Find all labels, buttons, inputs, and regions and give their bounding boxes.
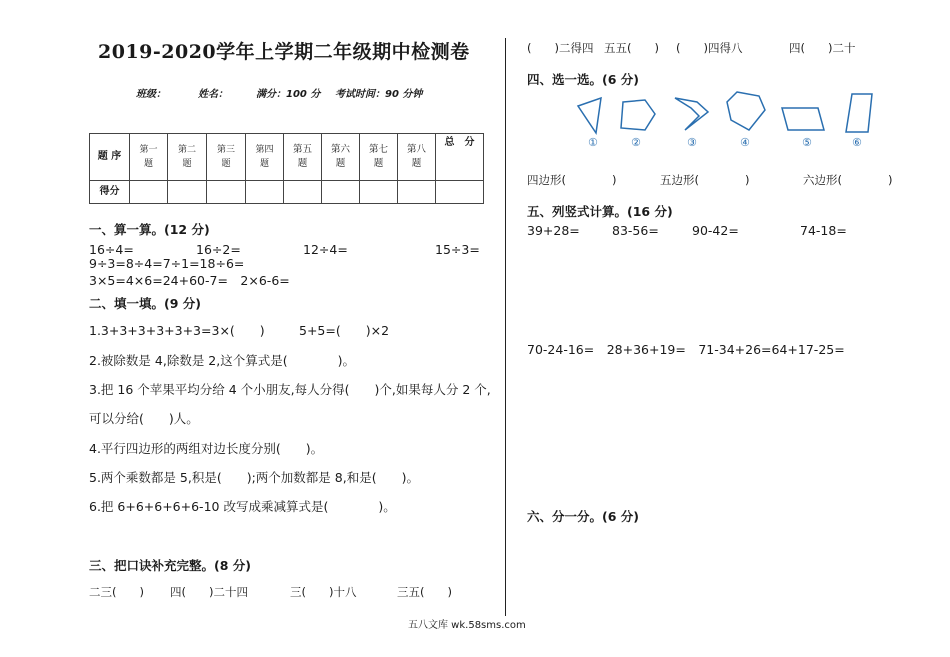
- mnemonic-item: 四( )二十四: [170, 585, 248, 599]
- shape-label: ②: [631, 136, 641, 149]
- fill-question: 2.被除数是 4,除数是 2,这个算式是( )。: [89, 353, 355, 368]
- shape-4-icon: [725, 90, 767, 134]
- section4-heading: 四、选一选。(6 分): [527, 72, 639, 87]
- vertical-calc-row: 70-24-16= 28+36+19= 71-34+26=64+17-25=: [527, 342, 845, 357]
- section3-heading: 三、把口诀补充完整。(8 分): [89, 558, 251, 573]
- fill-question: 1.3+3+3+3+3+3=3×( ): [89, 323, 265, 338]
- score-cell[interactable]: [130, 181, 168, 204]
- mnemonic-item: 三( )十八: [290, 585, 357, 599]
- fill-question: 6.把 6+6+6+6+6-10 改写成乘减算式是( )。: [89, 499, 396, 514]
- mnemonic-item: 五五( ): [604, 41, 659, 55]
- column-divider: [505, 38, 506, 616]
- score-cell[interactable]: [284, 181, 322, 204]
- answer-hexagon: 六边形( ): [803, 173, 893, 187]
- mnemonic-item: 二三( ): [89, 585, 144, 599]
- name-label: 姓名：: [198, 89, 228, 100]
- section6-heading: 六、分一分。(6 分): [527, 509, 639, 524]
- calc-item: 16÷4=: [89, 242, 134, 257]
- column-header-2: 第二 题: [168, 134, 207, 181]
- shape-label: ③: [687, 136, 697, 149]
- answer-pentagon: 五边形( ): [660, 173, 750, 187]
- class-label: 班级：: [136, 89, 166, 100]
- shape-label: ⑥: [852, 136, 862, 149]
- mnemonic-item: ( )二得四: [527, 41, 594, 55]
- column-header-8: 第八 题: [398, 134, 436, 181]
- total-header-cell: 总 分: [436, 134, 484, 181]
- score-cell[interactable]: [436, 181, 484, 204]
- shape-3-icon: [673, 94, 711, 134]
- shape-6-icon: [844, 92, 876, 134]
- score-table: [89, 133, 484, 204]
- calc-item: 15÷3=: [435, 242, 480, 257]
- section1-heading: 一、算一算。(12 分): [89, 222, 210, 237]
- score-cell[interactable]: [398, 181, 436, 204]
- time-label: 考试时间：90 分钟: [335, 89, 423, 100]
- score-cell[interactable]: [246, 181, 284, 204]
- fill-question: 3.把 16 个苹果平均分给 4 个小朋友,每人分得( )个,如果每人分 2 个,: [89, 382, 491, 397]
- column-header-6: 第六 题: [322, 134, 360, 181]
- column-header-5: 第五 题: [284, 134, 322, 181]
- section5-heading: 五、列竖式计算。(16 分): [527, 204, 673, 219]
- fill-question: 5+5=( )×2: [299, 323, 390, 338]
- mnemonic-item: 三五( ): [397, 585, 452, 599]
- score-row-label: 得分: [90, 181, 130, 204]
- shape-label: ①: [588, 136, 598, 149]
- score-cell[interactable]: [207, 181, 246, 204]
- mnemonic-item: ( )四得八: [676, 41, 743, 55]
- row-header-cell: 题 序: [90, 134, 130, 181]
- page-title: 2019-2020学年上学期二年级期中检测卷: [98, 41, 470, 63]
- score-label: 满分：100 分: [256, 89, 321, 100]
- calc-row: 3×5=4×6=24+60-7= 2×6-6=: [89, 273, 290, 288]
- vertical-calc-item: 83-56=: [612, 223, 659, 238]
- fill-question: 5.两个乘数都是 5,积是( );两个加数都是 8,和是( )。: [89, 470, 419, 485]
- score-row: [90, 181, 484, 204]
- vertical-calc-item: 39+28=: [527, 223, 580, 238]
- calc-item: 12÷4=: [303, 242, 348, 257]
- vertical-calc-item: 90-42=: [692, 223, 739, 238]
- column-header-7: 第七 题: [360, 134, 398, 181]
- calc-item: 16÷2=: [196, 242, 241, 257]
- shape-5-icon: [778, 104, 826, 134]
- answer-quadrilateral: 四边形( ): [527, 173, 617, 187]
- mnemonic-item: 四( )二十: [789, 41, 856, 55]
- shape-label: ⑤: [802, 136, 812, 149]
- shape-label: ④: [740, 136, 750, 149]
- column-header-3: 第三 题: [207, 134, 246, 181]
- score-cell[interactable]: [322, 181, 360, 204]
- footer-watermark: 五八文库 wk.58sms.com: [408, 620, 526, 631]
- shape-2-icon: [617, 98, 657, 134]
- vertical-calc-item: 74-18=: [800, 223, 847, 238]
- column-header-4: 第四 题: [246, 134, 284, 181]
- table-header-row: [90, 134, 484, 181]
- shape-1-icon: [576, 96, 604, 136]
- fill-question: 4.平行四边形的两组对边长度分别( )。: [89, 441, 324, 456]
- score-cell[interactable]: [168, 181, 207, 204]
- score-cell[interactable]: [360, 181, 398, 204]
- section2-heading: 二、填一填。(9 分): [89, 296, 201, 311]
- calc-row: 9÷3=8÷4=7÷1=18÷6=: [89, 256, 245, 271]
- column-header-1: 第一 题: [130, 134, 168, 181]
- fill-question: 可以分给( )人。: [89, 411, 199, 426]
